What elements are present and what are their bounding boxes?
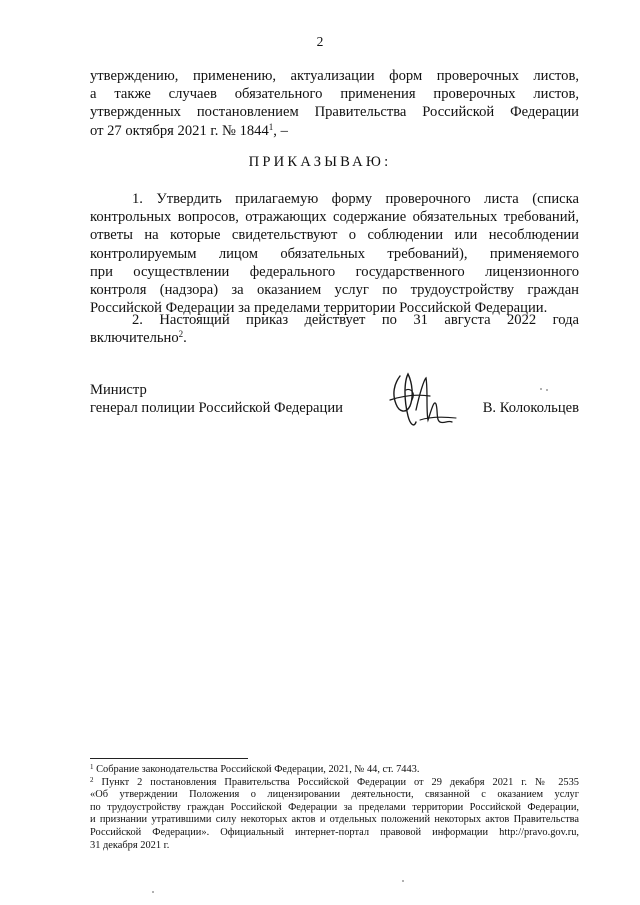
intro-line: а также случаев обязательного применения проверочных листов, xyxy=(90,86,579,103)
item2-last-line-text: включительно xyxy=(90,330,179,347)
intro-last-line-text: от 27 октября 2021 г. № 1844 xyxy=(90,122,269,139)
item1-last-line: Российской Федерации за пределами территории Российской Федерации. xyxy=(90,300,548,317)
order-item-1 xyxy=(90,190,579,317)
footnotes xyxy=(90,764,579,852)
footnote-2-line: и признании утратившими силу некоторых актов и отдельных положений некоторых актов Правительства xyxy=(90,814,579,826)
footnote-divider xyxy=(90,758,248,759)
item2-line: 2. Настоящий приказ действует по 31 августа 2022 года xyxy=(132,312,579,328)
footnote-2-last-line: 31 декабря 2021 г. xyxy=(90,839,170,851)
item1-line: 1. Утвердить прилагаемую форму проверочного листа (списка xyxy=(132,191,579,207)
position-title: Министр xyxy=(90,382,147,398)
intro-last-line xyxy=(90,122,579,140)
footnote-marker: 2 xyxy=(90,775,94,784)
footnote-ref-2: 2 xyxy=(178,329,184,340)
signatory-position xyxy=(90,381,343,417)
item1-line: контролируемым лицом обязательных требований), применяемого xyxy=(90,245,579,262)
footnote-ref-1: 1 xyxy=(268,121,274,132)
handwritten-signature-icon xyxy=(386,370,458,432)
intro-paragraph xyxy=(90,67,579,140)
footnote-1 xyxy=(90,764,579,777)
page-number: 2 xyxy=(316,34,324,49)
item2-last-line-tail: . xyxy=(183,330,187,347)
item1-line: контрольных вопросов, отражающих содержание обязательных требований, xyxy=(90,209,579,226)
decree-heading: ПРИКАЗЫВАЮ: xyxy=(248,154,392,170)
footnote-2-line: по трудоустройству граждан Российской Федерации за пределами территории Российской Федерации, xyxy=(90,801,579,813)
item1-line: контроля (надзора) за оказанием услуг по трудоустройству граждан xyxy=(90,282,579,299)
order-item-2 xyxy=(90,311,579,347)
footnote-marker: 1 xyxy=(90,763,94,771)
item2-last-line xyxy=(90,329,579,347)
signer-name: В. Колокольцев xyxy=(482,400,579,416)
position-rank: генерал полиции Российской Федерации xyxy=(90,400,343,417)
footnote-text: Пункт 2 постановления Правительства Российской Федерации от 29 декабря 2021 г. № 2535 xyxy=(101,776,579,788)
footnote-2-line: Российской Федерации». Официальный интернет-портал правовой информации http://pravo.gov.ru, xyxy=(90,826,579,838)
intro-line: утвержденных постановлением Правительства Российской Федерации xyxy=(90,104,579,121)
item1-line: ответы на которые свидетельствуют о соблюдении или несоблюдении xyxy=(90,227,579,244)
footnote-2-line: «Об утверждении Положения о лицензировании деятельности, связанной с оказанием услуг xyxy=(90,789,579,801)
item1-line: при осуществлении федерального государственного лицензионного xyxy=(90,263,579,280)
footnote-text: Собрание законодательства Российской Федерации, 2021, № 44, ст. 7443. xyxy=(96,764,420,775)
footnote-2-line xyxy=(90,777,579,790)
intro-line: утверждению, применению, актуализации форм проверочных листов, xyxy=(90,68,579,84)
intro-last-line-tail: , – xyxy=(273,122,288,139)
